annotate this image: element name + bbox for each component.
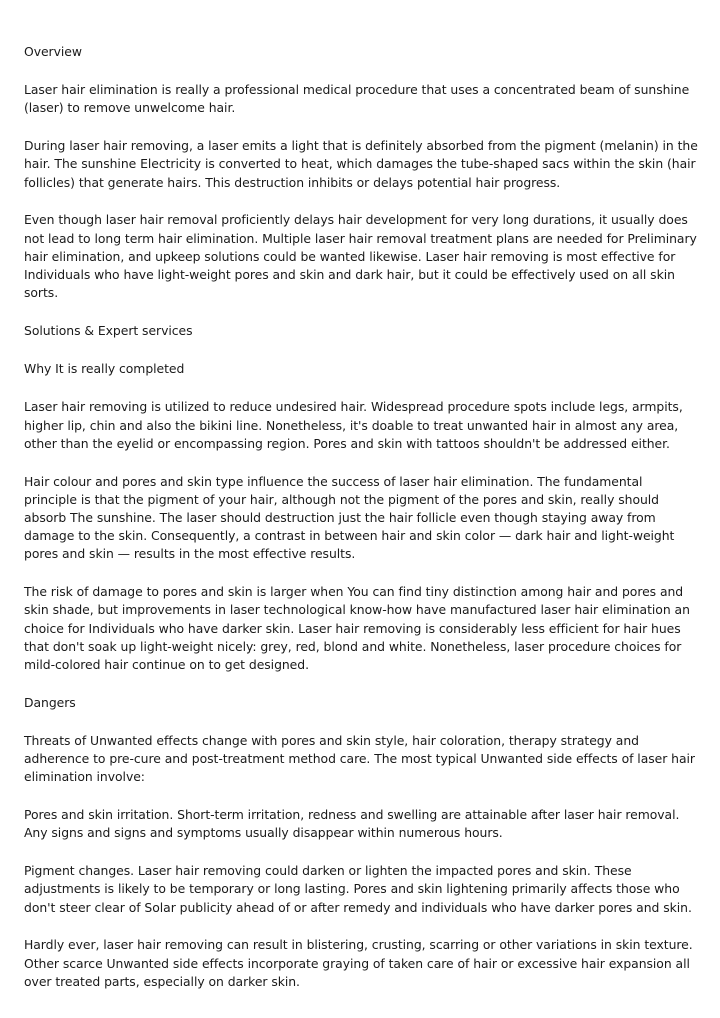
section-heading-overview: Overview — [24, 44, 82, 59]
paragraph: Hardly ever, laser hair removing can result in blistering, crusting, scarring or other variations in skin texture. Other scarce Unwanted side effects incorporate graying of taken care of hair or excessive hair expansion all over treated parts, especially on darker skin. — [24, 937, 693, 989]
paragraph: The risk of damage to pores and skin is larger when You can find tiny distinction among hair and pores and skin shade, but improvements in laser technological know-how have manufactured laser hair elimination an choice for Individuals who have darker skin. Laser hair removing is considerably less efficient for hair hues that don't soak up light-weight nicely: grey, red, blond and white. Nonetheless, laser procedure choices for mild-colored hair continue on to get designed. — [24, 584, 690, 673]
paragraph: Even though laser hair removal proficiently delays hair development for very long durations, it usually does not lead to long term hair elimination. Multiple laser hair removal treatment plans are needed for Preliminary hair elimination, and upkeep solutions could be wanted likewise. Laser hair removing is most effective for Individuals who have light-weight pores and skin and dark hair, but it could be effectively used on all skin sorts. — [24, 212, 697, 301]
paragraph: Pores and skin irritation. Short-term irritation, redness and swelling are attainable after laser hair removal. Any signs and signs and symptoms usually disappear within numerous hours. — [24, 807, 680, 841]
section-heading-why: Why It is really completed — [24, 361, 185, 377]
paragraph: Pigment changes. Laser hair removing could darken or lighten the impacted pores and skin. These adjustments is likely to be temporary or long lasting. Pores and skin lightening primarily affects those who don't steer clear of Solar publicity ahead of or after remedy and individuals who have darker pores and skin. — [24, 863, 692, 915]
paragraph: Laser hair removing is utilized to reduce undesired hair. Widespread procedure spots include legs, armpits, higher lip, chin and also the bikini line. Nonetheless, it's doable to treat unwanted hair in almost any area, other than the eyelid or encompassing region. Pores and skin with tattoos shouldn't be addressed either. — [24, 399, 683, 451]
section-heading-dangers: Dangers — [24, 694, 76, 710]
paragraph: Laser hair elimination is really a professional medical procedure that uses a concentrated beam of sunshine (laser) to remove unwelcome hair. — [24, 82, 690, 116]
paragraph: Hair colour and pores and skin type influence the success of laser hair elimination. The fundamental principle is that the pigment of your hair, although not the pigment of the pores and skin, really should absorb The sunshine. The laser should destruction just the hair follicle even though staying away from damage to the skin. Consequently, a contrast in between hair and skin color — dark hair and light-weight pores and skin — results in the most effective results. — [24, 473, 675, 562]
paragraph: Threats of Unwanted effects change with pores and skin style, hair coloration, therapy strategy and adherence to pre-cure and post-treatment method care. The most typical Unwanted side effects of laser hair elimination involve: — [24, 733, 695, 785]
paragraph: During laser hair removing, a laser emits a light that is definitely absorbed from the pigment (melanin) in the hair. The sunshine Electricity is converted to heat, which damages the tube-shaped sacs within the skin (hair follicles) that generate hairs. This destruction inhibits or delays potential hair progress. — [24, 138, 698, 190]
section-heading-solutions: Solutions & Expert services — [24, 323, 193, 339]
